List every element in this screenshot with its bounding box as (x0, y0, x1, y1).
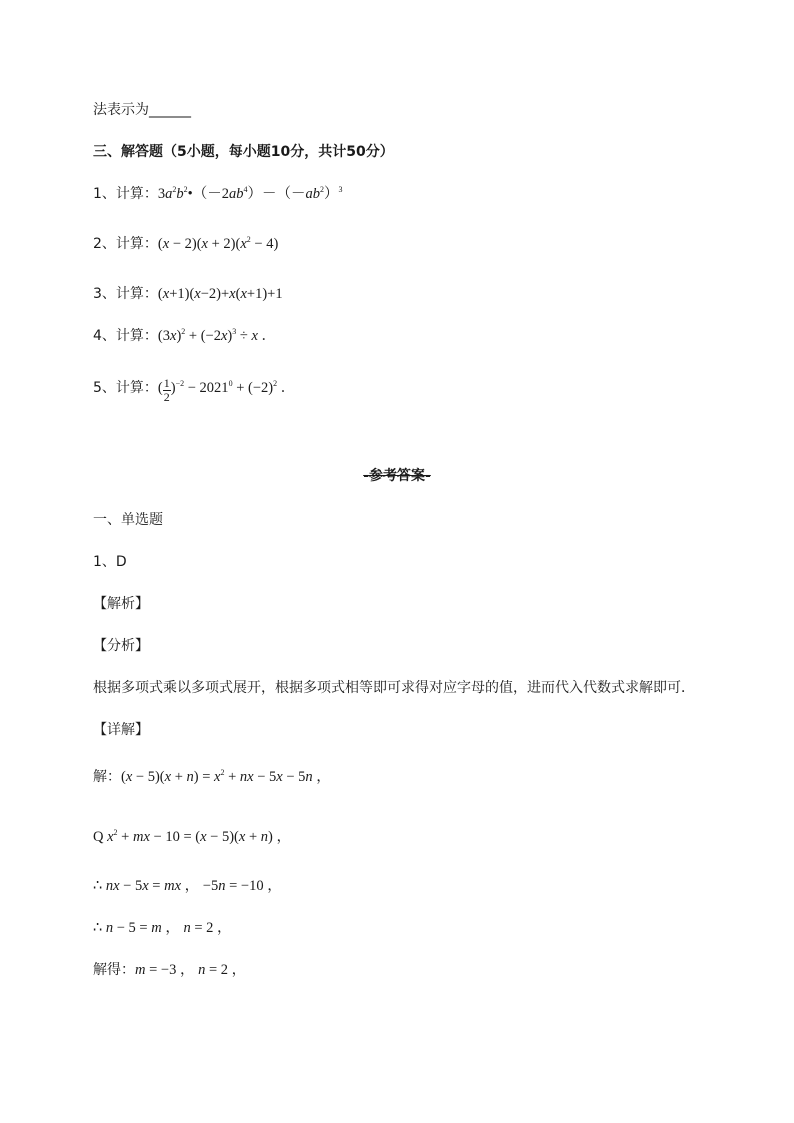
solution-step-1-expression: $(x - 5)(x + n) = x^2$ + nx − 5x − 5n ， (121, 768, 331, 785)
problem-5-label: 5、计算： (93, 380, 158, 396)
solution-step-4-expression: ∴ n − 5 = m ， n = 2 ， (93, 920, 232, 936)
solution-step-5-expression: m = −3 ， n = 2 ， (135, 962, 247, 978)
problem-2-expression: $(x - 2)(x + 2)(x^2 - 4)$ (157, 235, 279, 252)
q1-answer: 1、D (93, 554, 127, 570)
solution-step-4 (93, 919, 232, 937)
solution-step-3-expression: ∴ nx − 5x = mx ， −5n = −10 ， (93, 878, 282, 894)
problem-1-label: 1、计算： (93, 186, 158, 202)
answers-title-text: -参考答案- (363, 468, 431, 484)
solution-step-2 (93, 828, 291, 846)
problem-4-label: 4、计算： (93, 328, 158, 344)
problem-3-expression: (x+1)(x−2)+x(x+1)+1 (157, 286, 283, 302)
solution-jiede-prefix: 解得： (93, 962, 135, 978)
problem-2-label: 2、计算： (93, 236, 158, 252)
problem-2 (93, 235, 278, 253)
jiexi-heading: 【解析】 (93, 596, 149, 612)
section3-title: 三、解答题（5小题，每小题10分，共计50分） (93, 144, 394, 160)
problem-1 (93, 185, 343, 203)
problem-5 (93, 377, 295, 404)
problem-5-expression: ( $\frac{1}{2}$ )$^{-2} - 2021^0 + (-2)^2$ ． (157, 376, 296, 404)
problem-4 (93, 327, 276, 345)
problem-1-expression: $3a^2b^2•(-2ab^4)-(-ab^2)^3$ (157, 185, 343, 202)
solution-step-5 (93, 961, 246, 979)
problem-3 (93, 285, 283, 303)
answers-title (0, 467, 794, 485)
answers-section1-title: 一、单选题 (93, 512, 163, 528)
solution-jie-prefix: 解： (93, 769, 121, 785)
solution-step-3 (93, 877, 282, 895)
solution-step-1 (93, 768, 331, 786)
solution-step-2-expression: Q $x^2$ + mx − 10 = (x − 5)(x + n) ， (93, 828, 291, 845)
analysis-text: 根据多项式乘以多项式展开，根据多项式相等即可求得对应字母的值，进而代入代数式求解即可． (93, 680, 695, 696)
problem-4-expression: $(3x)^2 + (-2x)^3 \div x$ ． (157, 327, 277, 344)
fenxi-heading: 【分析】 (93, 638, 149, 654)
xiangjie-heading: 【详解】 (93, 722, 149, 738)
fraction-one-half: $\frac{1}{2}$ (163, 376, 170, 404)
header-fragment: 法表示为______ (93, 102, 191, 118)
problem-3-label: 3、计算： (93, 286, 158, 302)
